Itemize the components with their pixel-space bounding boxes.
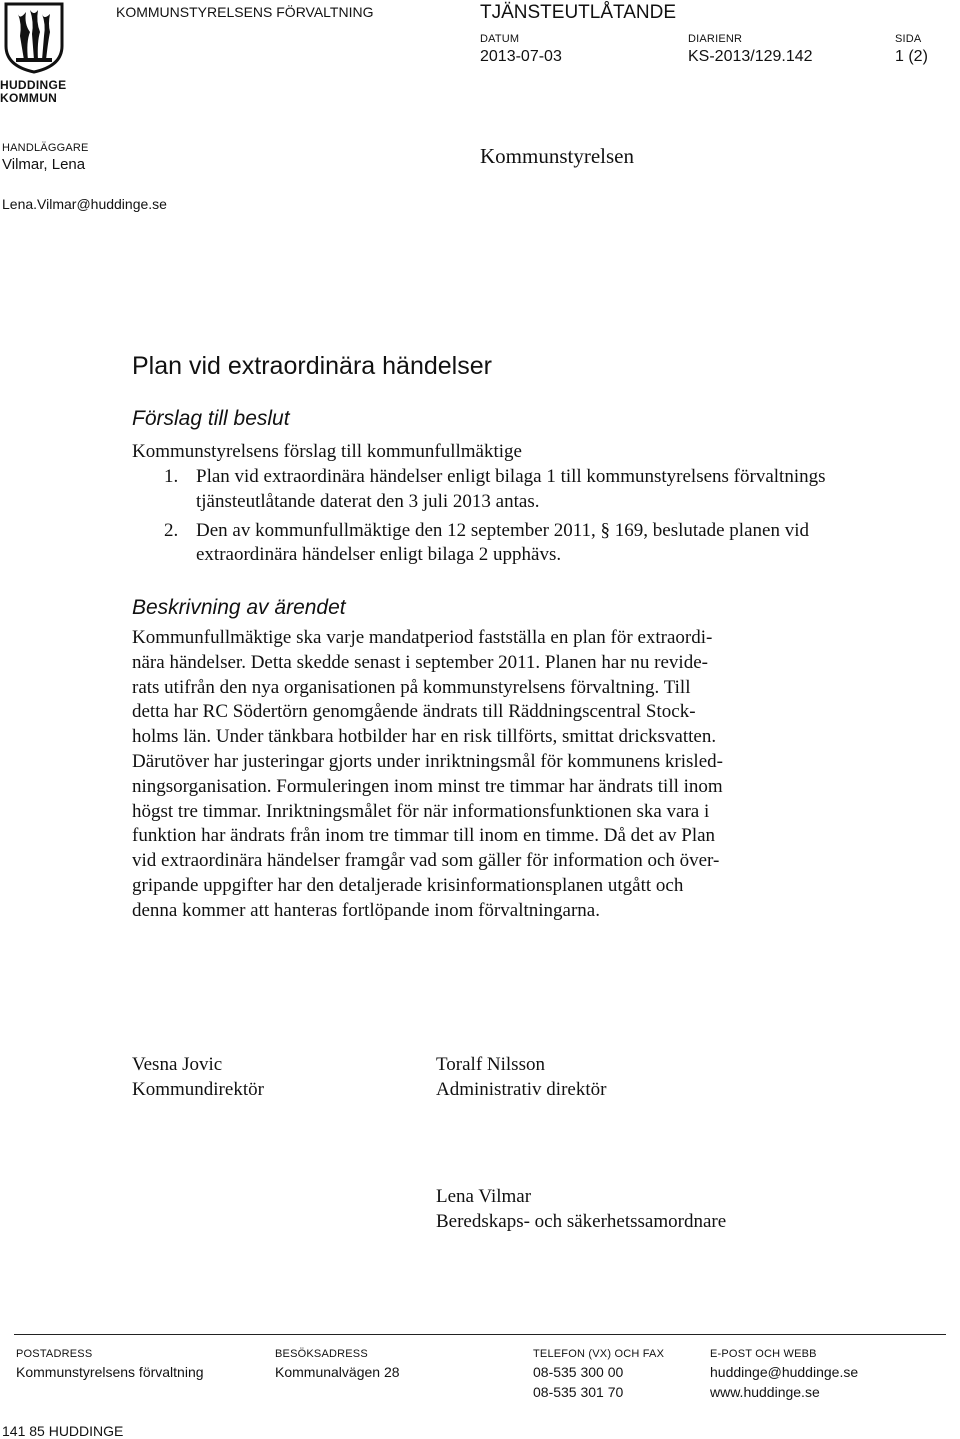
signature-role: Beredskaps- och säkerhetssamordnare — [436, 1210, 727, 1232]
diary-value: KS-2013/129.142 — [688, 48, 813, 65]
org-name: KOMMUNSTYRELSENS FÖRVALTNING — [116, 4, 374, 20]
signature-name: Toralf Nilsson — [436, 1054, 545, 1075]
footer-phone-line2: 08-535 301 70 — [533, 1384, 624, 1400]
proposal-item — [164, 465, 844, 515]
footer-phone-line1: 08-535 300 00 — [533, 1364, 624, 1380]
footer-divider — [14, 1334, 946, 1335]
signature-name: Vesna Jovic — [132, 1054, 223, 1075]
footer-email-link[interactable]: huddinge@huddinge.se — [710, 1364, 859, 1380]
document-title: Plan vid extraordinära händelser — [132, 352, 492, 380]
proposal-heading: Förslag till beslut — [132, 407, 290, 430]
proposal-item-text: Den av kommunfullmäktige den 12 september 2011, — [196, 519, 596, 541]
page-value: 1 (2) — [895, 48, 928, 65]
proposal-list — [164, 465, 844, 568]
description-line: ningsorganisation. Formuleringen inom minst tre timmar har ändrats till inom — [132, 775, 723, 797]
handler-email: Lena.Vilmar@huddinge.se — [2, 196, 167, 212]
description-line: detta har RC Södertörn genomgående ändrats till Räddningscentral Stock- — [132, 701, 696, 723]
document-type: TJÄNSTEUTLÅTANDE — [480, 2, 677, 23]
signature-block-2 — [436, 1053, 606, 1103]
description-line: nära händelser. Detta skedde senast i september 2011. Planen har nu revide- — [132, 651, 708, 673]
proposal-item-text: Plan vid extraordinära händelser enligt bilaga 1 till kommunstyrelsens förvaltnings tjänsteutlåtande daterat den 3 juli 2013 antas. — [196, 466, 826, 512]
date-value: 2013-07-03 — [480, 48, 562, 65]
description-line: holms län. Under tänkbara hotbilder har en risk tillförts, smittat dricksvatten. — [132, 726, 717, 748]
description-line: Kommunfullmäktige ska varje mandatperiod fastställa en plan för extraordi- — [132, 627, 713, 648]
logo-text-line1: HUDDINGE — [0, 78, 67, 92]
description-line: vid extraordinära händelser framgår vad som gäller för information och över- — [132, 850, 720, 872]
footer-postal-line2: 141 85 HUDDINGE — [2, 1423, 124, 1439]
description-line: gripande uppgifter har den detaljerade krisinformationsplanen utgått och — [132, 874, 684, 896]
proposal-intro: Kommunstyrelsens förslag till kommunfullmäktige — [132, 441, 522, 462]
proposal-item-text-cont: 169, beslutade planen vid extraordinära händelser enligt bilaga 2 upphävs. — [196, 519, 809, 566]
description-line: denna kommer att hanteras fortlöpande inom förvaltningarna. — [132, 899, 600, 921]
paragraph-sign-icon: § — [600, 519, 611, 541]
diary-label: DIARIENR — [688, 33, 743, 45]
footer-visit-line1: Kommunalvägen 28 — [275, 1364, 400, 1380]
recipient: Kommunstyrelsen — [480, 144, 634, 168]
handler-name: Vilmar, Lena — [2, 156, 86, 173]
huddinge-coat-of-arms-icon — [4, 2, 64, 74]
signature-name: Lena Vilmar — [436, 1186, 532, 1207]
signature-block-3 — [436, 1185, 726, 1235]
footer-website-link[interactable]: www.huddinge.se — [710, 1384, 820, 1400]
logo-text-line2: KOMMUN — [0, 91, 58, 105]
signature-block-1 — [132, 1053, 264, 1103]
description-line: högst tre timmar. Inriktningsmålet för när informationsfunktionen ska vara i — [132, 800, 710, 822]
footer-phone-label: TELEFON (VX) OCH FAX — [533, 1348, 665, 1360]
signature-role: Administrativ direktör — [436, 1078, 607, 1100]
proposal-item-number: 2. — [164, 519, 179, 541]
proposal-item-number: 1. — [164, 466, 179, 487]
page-label: SIDA — [895, 33, 922, 45]
footer-postal-line1: Kommunstyrelsens förvaltning — [16, 1364, 204, 1380]
signature-role: Kommundirektör — [132, 1078, 264, 1100]
proposal-item — [164, 519, 844, 569]
description-line: Därutöver har justeringar gjorts under inriktningsmål för kommunens krisled- — [132, 750, 723, 772]
footer-postal-label: POSTADRESS — [16, 1348, 93, 1360]
description-line: rats utifrån den nya organisationen på kommunstyrelsens förvaltning. Till — [132, 676, 691, 698]
description-heading: Beskrivning av ärendet — [132, 596, 346, 619]
date-label: DATUM — [480, 33, 520, 45]
footer-web-label: E-POST OCH WEBB — [710, 1348, 817, 1360]
municipality-logo — [0, 0, 68, 104]
footer-visit-label: BESÖKSADRESS — [275, 1348, 368, 1360]
description-line: funktion har ändrats från inom tre timmar till inom en timme. Då det av Plan — [132, 825, 716, 847]
description-body — [132, 626, 852, 924]
handler-label: HANDLÄGGARE — [2, 142, 89, 154]
